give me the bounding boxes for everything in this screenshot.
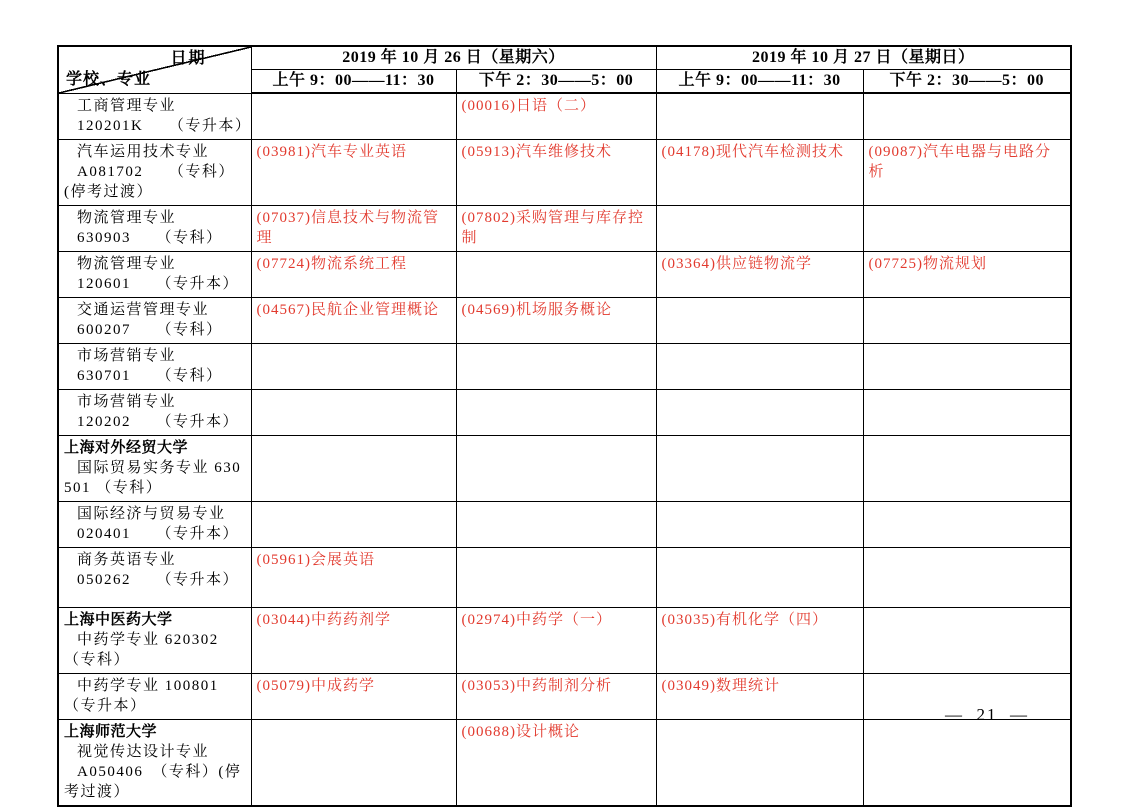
school-major-cell [58, 343, 251, 389]
table-row [58, 547, 1071, 607]
table-row [58, 205, 1071, 251]
course-cell [863, 547, 1071, 607]
course-cell [863, 297, 1071, 343]
course-cell: (00688)设计概论 [456, 719, 656, 806]
school-major-cell [58, 607, 251, 673]
major-line: 120201K （专升本） [77, 117, 252, 134]
table-row [58, 673, 1071, 719]
course-cell: (03044)中药药剂学 [251, 607, 456, 673]
course-cell [863, 93, 1071, 139]
table-row [58, 139, 1071, 205]
page-number: — 21 — [945, 705, 1029, 724]
school-major-cell [58, 93, 251, 139]
course-cell: (05079)中成药学 [251, 673, 456, 719]
course-cell: (05913)汽车维修技术 [456, 139, 656, 205]
university-name: 上海中医药大学 [64, 611, 173, 628]
university-name: 上海对外经贸大学 [64, 439, 189, 456]
course-cell: (03364)供应链物流学 [656, 251, 863, 297]
course-cell: (04178)现代汽车检测技术 [656, 139, 863, 205]
course-cell [251, 501, 456, 547]
school-major-cell [58, 205, 251, 251]
major-line: 630903 （专科） [77, 229, 223, 246]
major-line: 国际经济与贸易专业 [77, 505, 226, 522]
table-row [58, 251, 1071, 297]
course-cell [656, 297, 863, 343]
school-major-cell [58, 251, 251, 297]
major-line: 物流管理专业 [77, 255, 177, 272]
header-day-row [58, 46, 1071, 70]
course-cell: (03053)中药制剂分析 [456, 673, 656, 719]
major-line: 物流管理专业 [77, 209, 177, 226]
major-line: 中药学专业 620302 （专科） [64, 631, 219, 668]
course-cell [456, 389, 656, 435]
course-cell [251, 435, 456, 501]
school-major-cell [58, 139, 251, 205]
major-line: 050262 （专升本） [77, 571, 240, 588]
course-cell [863, 389, 1071, 435]
table-row [58, 435, 1071, 501]
table-row [58, 501, 1071, 547]
major-line: 020401 （专升本） [77, 525, 240, 542]
corner-header-cell [58, 46, 251, 93]
major-line: 市场营销专业 [77, 347, 177, 364]
course-cell [656, 205, 863, 251]
major-line: 630701 （专科） [77, 367, 223, 384]
major-line: 视觉传达设计专业 [77, 743, 210, 760]
major-line: 120202 （专升本） [77, 413, 240, 430]
course-cell [863, 501, 1071, 547]
course-cell [456, 251, 656, 297]
exam-schedule-table [57, 45, 1072, 807]
date-header-saturday: 2019 年 10 月 26 日（星期六） [251, 46, 656, 70]
course-cell: (05961)会展英语 [251, 547, 456, 607]
table-row [58, 343, 1071, 389]
table-row [58, 389, 1071, 435]
date-header-sunday: 2019 年 10 月 27 日（星期日） [656, 46, 1071, 70]
major-line: 工商管理专业 [77, 97, 177, 114]
table-row [58, 607, 1071, 673]
course-cell: (09087)汽车电器与电路分析 [863, 139, 1071, 205]
course-cell: (07037)信息技术与物流管理 [251, 205, 456, 251]
corner-date-label: 日期 [170, 50, 207, 67]
major-line: 国际贸易实务专业 630501 （专科） [64, 459, 242, 496]
major-line: 中药学专业 100801 （专升本） [64, 677, 219, 714]
school-major-cell [58, 297, 251, 343]
major-line: 汽车运用技术专业 [77, 143, 210, 160]
course-cell: (04567)民航企业管理概论 [251, 297, 456, 343]
course-cell [656, 435, 863, 501]
course-cell [656, 93, 863, 139]
table-row [58, 297, 1071, 343]
corner-school-label: 学校、专业 [66, 70, 152, 88]
table-body [58, 93, 1071, 806]
major-line: 商务英语专业 [77, 551, 177, 568]
course-cell: (04569)机场服务概论 [456, 297, 656, 343]
school-major-cell [58, 673, 251, 719]
course-cell [863, 343, 1071, 389]
table-row [58, 93, 1071, 139]
course-cell: (00016)日语（二） [456, 93, 656, 139]
time-header-sat-afternoon: 下午 2：30——5：00 [456, 70, 656, 94]
course-cell [251, 343, 456, 389]
major-line: A081702 （专科）(停考过渡） [64, 163, 235, 200]
major-line: A050406 （专科）(停考过渡） [64, 763, 242, 800]
course-cell [456, 547, 656, 607]
course-cell [656, 547, 863, 607]
course-cell [456, 501, 656, 547]
course-cell: (03049)数理统计 [656, 673, 863, 719]
school-major-cell [58, 547, 251, 607]
time-header-sat-morning: 上午 9：00——11：30 [251, 70, 456, 94]
course-cell [656, 389, 863, 435]
course-cell: (03981)汽车专业英语 [251, 139, 456, 205]
major-line: 600207 （专科） [77, 321, 223, 338]
course-cell [656, 343, 863, 389]
course-cell [456, 435, 656, 501]
school-major-cell [58, 435, 251, 501]
course-cell [863, 205, 1071, 251]
table-header [58, 46, 1071, 93]
course-cell: (07724)物流系统工程 [251, 251, 456, 297]
major-line: 120601 （专升本） [77, 275, 240, 292]
major-line: 市场营销专业 [77, 393, 177, 410]
time-header-sun-afternoon: 下午 2：30——5：00 [863, 70, 1071, 94]
course-cell [251, 93, 456, 139]
course-cell [863, 607, 1071, 673]
major-line: 交通运营管理专业 [77, 301, 210, 318]
course-cell [456, 343, 656, 389]
course-cell [656, 501, 863, 547]
course-cell: (02974)中药学（一） [456, 607, 656, 673]
course-cell [863, 435, 1071, 501]
course-cell [251, 389, 456, 435]
course-cell: (03035)有机化学（四） [656, 607, 863, 673]
course-cell: (07802)采购管理与库存控制 [456, 205, 656, 251]
school-major-cell [58, 389, 251, 435]
university-name: 上海师范大学 [64, 723, 158, 740]
school-major-cell [58, 501, 251, 547]
course-cell: (07725)物流规划 [863, 251, 1071, 297]
time-header-sun-morning: 上午 9：00——11：30 [656, 70, 863, 94]
